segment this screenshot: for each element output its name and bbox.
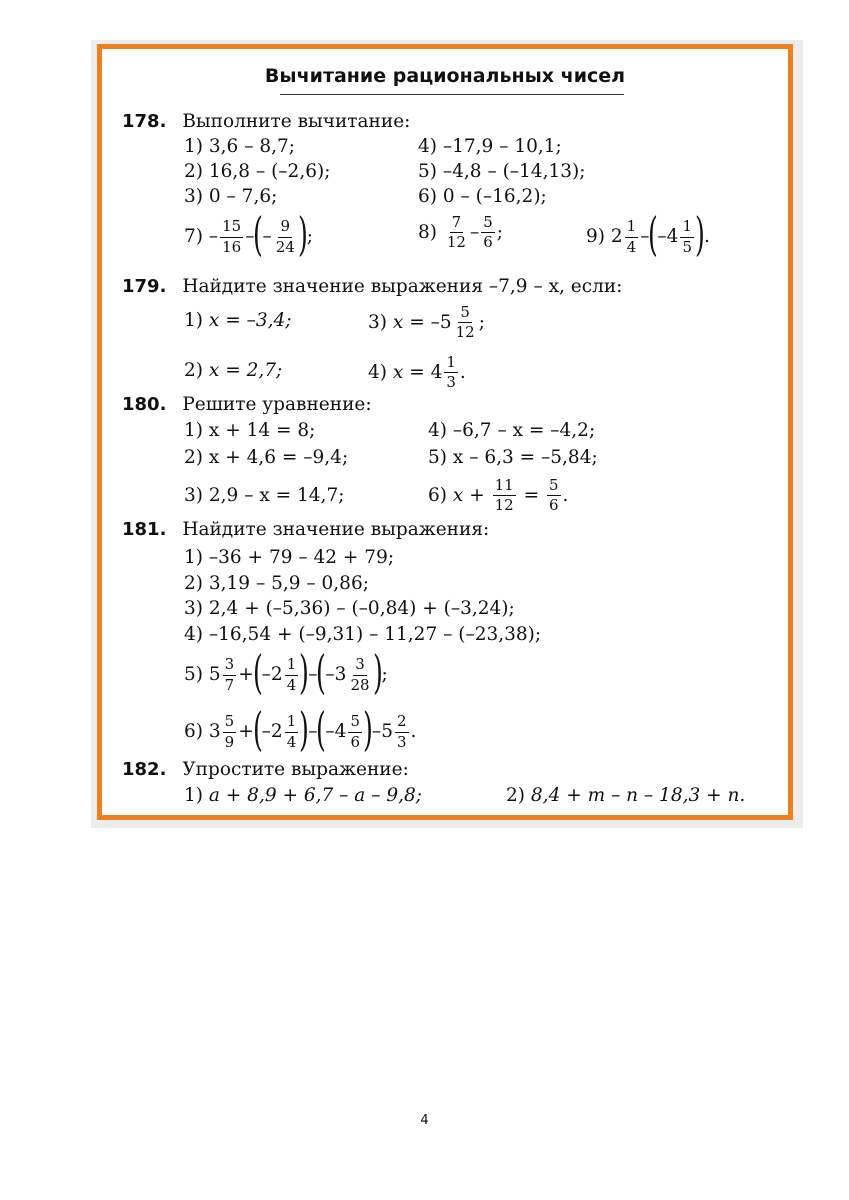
problem-180-item-1: 1) x + 14 = 8; bbox=[184, 420, 316, 441]
problem-178-item-8: 8) $\frac{7}{12}$ – $\frac{5}{6}$ ; bbox=[418, 213, 504, 252]
problem-179-item-3: 3) x = –5 $\frac{5}{12}$ ; bbox=[368, 303, 485, 342]
problem-181-item-3: 3) 2,4 + (–5,36) – (–0,84) + (–3,24); bbox=[184, 598, 515, 619]
problem-178-item-3: 3) 0 – 7,6; bbox=[184, 186, 278, 207]
problem-180-heading: 180. Решите уравнение: bbox=[122, 394, 372, 415]
problem-179-heading: 179. Найдите значение выражения –7,9 – x, если: bbox=[122, 276, 623, 297]
problem-178-item-7: 7) – $\frac{15}{16}$ –(– $\frac{9}{24}$ ); bbox=[184, 207, 313, 261]
page-title: Вычитание рациональных чисел bbox=[264, 65, 626, 87]
problem-181-item-1: 1) –36 + 79 – 42 + 79; bbox=[184, 547, 395, 568]
problem-182-item-1: 1) a + 8,9 + 6,7 – a – 9,8; bbox=[184, 785, 422, 806]
page-number: 4 bbox=[420, 1113, 429, 1128]
problem-181-heading: 181. Найдите значение выражения: bbox=[122, 519, 490, 540]
problem-180-item-5: 5) x – 6,3 = –5,84; bbox=[428, 447, 598, 468]
problem-178-item-4: 4) –17,9 – 10,1; bbox=[418, 136, 562, 157]
problem-181-item-4: 4) –16,54 + (–9,31) – 11,27 – (–23,38); bbox=[184, 624, 542, 645]
problem-178-heading bbox=[122, 113, 410, 132]
problem-180-item-6: 6) x + $\frac{11}{12}$ = $\frac{5}{6}$ . bbox=[428, 476, 569, 515]
problem-179-item-4: 4) x = 4 $\frac{1}{3}$ . bbox=[368, 353, 466, 392]
problem-181-item-6: 6) 3 $\frac{5}{9}$ +(–2 $\frac{1}{4}$ )–(–4 $\frac{5}{6}$ )–5 $\frac{2}{3}$ . bbox=[184, 702, 417, 756]
orange-frame bbox=[97, 44, 793, 820]
title-underline bbox=[280, 94, 624, 95]
worksheet-image bbox=[91, 40, 803, 828]
problem-instruction: Выполните вычитание: bbox=[182, 111, 411, 132]
problem-182-item-2: 2) 8,4 + m – n – 18,3 + n. bbox=[506, 785, 746, 806]
problem-181-item-5: 5) 5 $\frac{3}{7}$ +(–2 $\frac{1}{4}$ )–(–3 $\frac{3}{28}$ ); bbox=[184, 645, 388, 699]
problem-number: 178. bbox=[122, 111, 167, 132]
problem-179-item-1: 1) x = –3,4; bbox=[184, 310, 292, 331]
problem-180-item-4: 4) –6,7 – x = –4,2; bbox=[428, 420, 596, 441]
problem-180-item-2: 2) x + 4,6 = –9,4; bbox=[184, 447, 349, 468]
problem-178-item-5: 5) –4,8 – (–14,13); bbox=[418, 161, 586, 182]
problem-178-item-6: 6) 0 – (–16,2); bbox=[418, 186, 547, 207]
problem-181-item-2: 2) 3,19 – 5,9 – 0,86; bbox=[184, 573, 369, 594]
problem-178-item-9: 9) 2 $\frac{1}{4}$ –(–4 $\frac{1}{5}$ ). bbox=[586, 207, 710, 261]
problem-180-item-3: 3) 2,9 – x = 14,7; bbox=[184, 485, 345, 506]
problem-178-item-2: 2) 16,8 – (–2,6); bbox=[184, 161, 331, 182]
problem-178-item-1: 1) 3,6 – 8,7; bbox=[184, 136, 295, 157]
problem-179-item-2: 2) x = 2,7; bbox=[184, 360, 283, 381]
problem-182-heading: 182. Упростите выражение: bbox=[122, 759, 409, 780]
